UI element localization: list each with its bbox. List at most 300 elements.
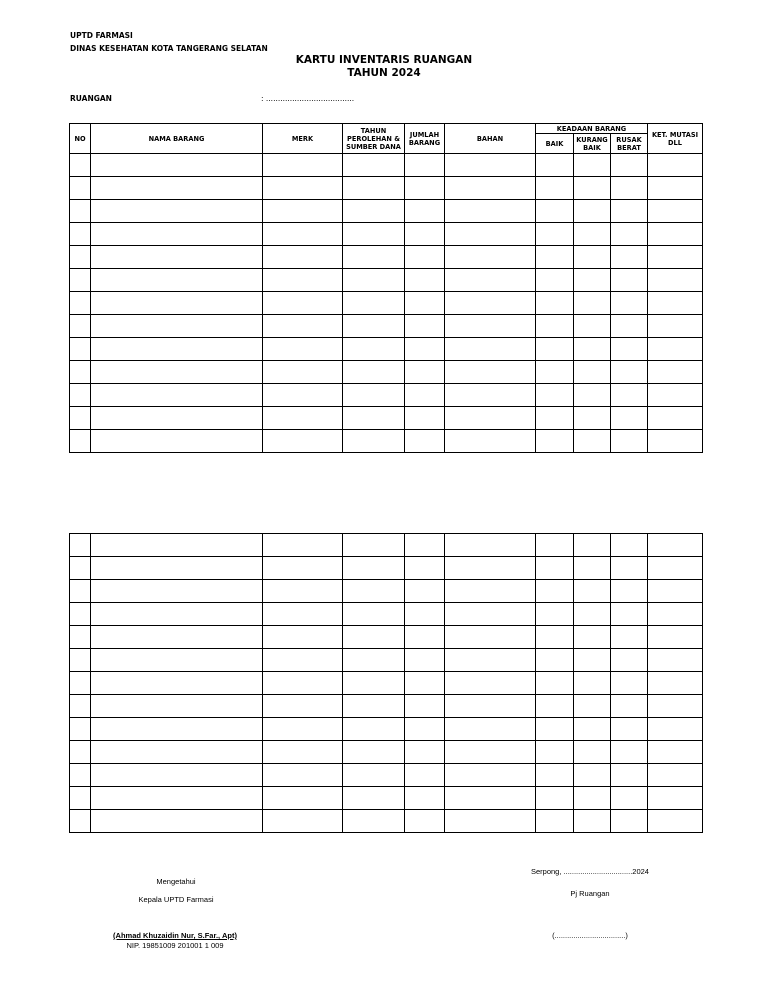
table-cell — [91, 430, 263, 453]
header-rusak-berat: RUSAK BERAT — [611, 134, 648, 154]
table-row — [70, 672, 703, 695]
table-cell — [263, 292, 343, 315]
table-cell — [343, 741, 405, 764]
document-year: TAHUN 2024 — [347, 67, 421, 79]
place-date: Serpong, .................................2024 — [531, 867, 649, 876]
table-cell — [70, 695, 91, 718]
table-cell — [445, 430, 536, 453]
table-cell — [343, 430, 405, 453]
table-cell — [574, 557, 611, 580]
table-cell — [611, 580, 648, 603]
inventory-table-2 — [69, 533, 703, 833]
table-cell — [445, 338, 536, 361]
table-cell — [648, 430, 703, 453]
header-ket-mutasi: KET. MUTASI DLL — [648, 124, 703, 154]
table-cell — [70, 741, 91, 764]
table-cell — [70, 580, 91, 603]
table-cell — [343, 695, 405, 718]
table-row — [70, 384, 703, 407]
header-tahun-perolehan: TAHUN PEROLEHAN & SUMBER DANA — [343, 124, 405, 154]
table-cell — [343, 315, 405, 338]
table-cell — [343, 177, 405, 200]
table-cell — [574, 741, 611, 764]
table-cell — [574, 177, 611, 200]
table-cell — [445, 810, 536, 833]
table-cell — [611, 695, 648, 718]
table-cell — [648, 764, 703, 787]
table-cell — [263, 407, 343, 430]
table-cell — [405, 338, 445, 361]
table-cell — [343, 200, 405, 223]
table-cell — [70, 154, 91, 177]
table-cell — [536, 361, 574, 384]
document-title: KARTU INVENTARIS RUANGAN — [295, 54, 473, 66]
table-cell — [91, 154, 263, 177]
table-cell — [536, 154, 574, 177]
table-cell — [263, 534, 343, 557]
table-cell — [536, 695, 574, 718]
table-row — [70, 649, 703, 672]
table-cell — [648, 200, 703, 223]
table-cell — [70, 407, 91, 430]
table-cell — [536, 557, 574, 580]
table-cell — [574, 154, 611, 177]
table-cell — [611, 246, 648, 269]
table-cell — [91, 741, 263, 764]
table-cell — [405, 718, 445, 741]
table-cell — [536, 787, 574, 810]
table-cell — [574, 810, 611, 833]
table-cell — [611, 672, 648, 695]
table-row — [70, 534, 703, 557]
table-cell — [405, 534, 445, 557]
table-cell — [648, 810, 703, 833]
table-cell — [91, 384, 263, 407]
table-cell — [611, 741, 648, 764]
table-cell — [405, 741, 445, 764]
table-cell — [445, 246, 536, 269]
table-cell — [70, 557, 91, 580]
table-cell — [611, 338, 648, 361]
table-cell — [536, 269, 574, 292]
table-cell — [343, 292, 405, 315]
table-cell — [445, 649, 536, 672]
table-cell — [648, 672, 703, 695]
table-cell — [343, 534, 405, 557]
kepala-title: Kepala UPTD Farmasi — [138, 895, 214, 904]
table-cell — [611, 430, 648, 453]
table-cell — [648, 384, 703, 407]
table-cell — [574, 200, 611, 223]
table-cell — [343, 384, 405, 407]
header-keadaan-barang: KEADAAN BARANG — [536, 124, 648, 134]
table-cell — [574, 672, 611, 695]
table-cell — [263, 695, 343, 718]
table-cell — [263, 718, 343, 741]
table-cell — [536, 534, 574, 557]
table-cell — [91, 407, 263, 430]
table-cell — [648, 177, 703, 200]
table-cell — [343, 407, 405, 430]
table-cell — [536, 177, 574, 200]
table-cell — [611, 384, 648, 407]
table-row — [70, 764, 703, 787]
table-cell — [343, 764, 405, 787]
table-cell — [343, 338, 405, 361]
table-cell — [611, 407, 648, 430]
table-cell — [70, 534, 91, 557]
table-cell — [343, 154, 405, 177]
room-label: RUANGAN — [70, 94, 112, 103]
table-cell — [91, 338, 263, 361]
table-cell — [611, 223, 648, 246]
table-cell — [91, 810, 263, 833]
table-cell — [405, 430, 445, 453]
header-kurang-baik: KURANG BAIK — [574, 134, 611, 154]
pj-title: Pj Ruangan — [570, 889, 610, 898]
table-cell — [574, 649, 611, 672]
table-cell — [648, 246, 703, 269]
table-cell — [611, 315, 648, 338]
table-cell — [648, 407, 703, 430]
table-cell — [405, 315, 445, 338]
table-row — [70, 695, 703, 718]
table-cell — [445, 718, 536, 741]
table-cell — [91, 315, 263, 338]
table-cell — [91, 695, 263, 718]
table-cell — [611, 154, 648, 177]
table-cell — [536, 315, 574, 338]
table-row — [70, 718, 703, 741]
table-cell — [574, 246, 611, 269]
inventory-table-1 — [69, 123, 703, 453]
table-cell — [70, 626, 91, 649]
table-cell — [405, 407, 445, 430]
table-cell — [91, 292, 263, 315]
table-cell — [70, 384, 91, 407]
table-cell — [536, 672, 574, 695]
table-cell — [611, 787, 648, 810]
header-bahan: BAHAN — [445, 124, 536, 154]
table-cell — [648, 557, 703, 580]
table-cell — [263, 269, 343, 292]
kepala-nip: NIP. 19851009 201001 1 009 — [126, 941, 224, 950]
table-cell — [574, 787, 611, 810]
table-cell — [445, 407, 536, 430]
table-cell — [91, 361, 263, 384]
table-row — [70, 223, 703, 246]
table-cell — [574, 695, 611, 718]
table-cell — [648, 741, 703, 764]
table-cell — [263, 580, 343, 603]
table-row — [70, 200, 703, 223]
table-cell — [536, 223, 574, 246]
table-cell — [70, 787, 91, 810]
table-cell — [343, 718, 405, 741]
table-row — [70, 292, 703, 315]
table-cell — [648, 269, 703, 292]
table-cell — [574, 534, 611, 557]
table-cell — [343, 810, 405, 833]
table-cell — [445, 764, 536, 787]
table-cell — [405, 200, 445, 223]
table-cell — [648, 338, 703, 361]
table-cell — [574, 603, 611, 626]
table-cell — [611, 626, 648, 649]
table-row — [70, 810, 703, 833]
table-cell — [445, 741, 536, 764]
header-nama-barang: NAMA BARANG — [91, 124, 263, 154]
table-row — [70, 580, 703, 603]
table-cell — [611, 764, 648, 787]
table-cell — [91, 787, 263, 810]
table-cell — [648, 223, 703, 246]
table-cell — [445, 672, 536, 695]
table-cell — [91, 718, 263, 741]
table-cell — [405, 787, 445, 810]
table-cell — [536, 580, 574, 603]
table-cell — [445, 177, 536, 200]
table-cell — [445, 787, 536, 810]
table-cell — [445, 603, 536, 626]
table-cell — [91, 649, 263, 672]
table-row — [70, 430, 703, 453]
table-row — [70, 741, 703, 764]
table-cell — [405, 361, 445, 384]
table-cell — [648, 695, 703, 718]
table-cell — [263, 672, 343, 695]
table-cell — [70, 292, 91, 315]
table-cell — [70, 361, 91, 384]
table-row — [70, 315, 703, 338]
table-cell — [91, 626, 263, 649]
table-cell — [648, 649, 703, 672]
table-cell — [263, 200, 343, 223]
header-jumlah-barang: JUMLAH BARANG — [405, 124, 445, 154]
table-cell — [263, 361, 343, 384]
table-cell — [574, 384, 611, 407]
table-cell — [445, 269, 536, 292]
table-cell — [536, 741, 574, 764]
table-cell — [536, 407, 574, 430]
table-cell — [611, 292, 648, 315]
table-cell — [70, 269, 91, 292]
table-cell — [536, 384, 574, 407]
table-cell — [405, 672, 445, 695]
table-cell — [91, 200, 263, 223]
table-row — [70, 361, 703, 384]
table-cell — [91, 223, 263, 246]
table-cell — [611, 810, 648, 833]
mengetahui-label: Mengetahui — [156, 877, 196, 886]
table-cell — [648, 292, 703, 315]
table-cell — [574, 626, 611, 649]
table-cell — [536, 810, 574, 833]
table-cell — [611, 557, 648, 580]
table-cell — [70, 649, 91, 672]
table-cell — [405, 223, 445, 246]
table-cell — [343, 246, 405, 269]
table-cell — [445, 626, 536, 649]
table-row — [70, 407, 703, 430]
table-cell — [445, 580, 536, 603]
table-cell — [648, 534, 703, 557]
table-cell — [343, 649, 405, 672]
table-cell — [70, 430, 91, 453]
table-cell — [263, 557, 343, 580]
table-cell — [405, 154, 445, 177]
table-cell — [611, 269, 648, 292]
table-cell — [405, 177, 445, 200]
table-row — [70, 246, 703, 269]
table-cell — [405, 603, 445, 626]
header-merk: MERK — [263, 124, 343, 154]
table-cell — [263, 764, 343, 787]
table-cell — [574, 430, 611, 453]
table-cell — [70, 338, 91, 361]
table-cell — [343, 223, 405, 246]
org-line-1: UPTD FARMASI — [70, 31, 133, 40]
table-cell — [405, 695, 445, 718]
table-cell — [91, 269, 263, 292]
table-cell — [574, 338, 611, 361]
table-cell — [343, 269, 405, 292]
table-cell — [405, 810, 445, 833]
table-cell — [343, 603, 405, 626]
table-cell — [574, 315, 611, 338]
table-row — [70, 603, 703, 626]
table-cell — [343, 580, 405, 603]
table-cell — [263, 315, 343, 338]
table-cell — [91, 603, 263, 626]
table-cell — [70, 718, 91, 741]
table-cell — [574, 223, 611, 246]
table-cell — [263, 603, 343, 626]
table-1-body — [70, 154, 703, 453]
table-cell — [648, 580, 703, 603]
table-row — [70, 177, 703, 200]
table-cell — [343, 787, 405, 810]
table-cell — [611, 603, 648, 626]
table-cell — [263, 154, 343, 177]
table-cell — [445, 292, 536, 315]
table-cell — [70, 315, 91, 338]
table-cell — [445, 695, 536, 718]
table-cell — [648, 787, 703, 810]
table-cell — [536, 292, 574, 315]
table-cell — [536, 200, 574, 223]
table-row — [70, 269, 703, 292]
table-cell — [536, 246, 574, 269]
kepala-name: (Ahmad Khuzaidin Nur, S.Far., Apt) — [113, 931, 237, 940]
table-cell — [574, 292, 611, 315]
table-cell — [536, 649, 574, 672]
table-cell — [405, 246, 445, 269]
table-cell — [263, 649, 343, 672]
table-row — [70, 787, 703, 810]
table-cell — [70, 223, 91, 246]
table-cell — [445, 534, 536, 557]
table-row — [70, 557, 703, 580]
table-cell — [405, 626, 445, 649]
table-cell — [536, 603, 574, 626]
table-cell — [263, 430, 343, 453]
table-cell — [263, 338, 343, 361]
table-cell — [263, 626, 343, 649]
table-cell — [611, 534, 648, 557]
table-cell — [91, 534, 263, 557]
table-row — [70, 338, 703, 361]
table-cell — [611, 649, 648, 672]
table-cell — [263, 246, 343, 269]
table-cell — [611, 177, 648, 200]
table-cell — [263, 177, 343, 200]
table-row — [70, 626, 703, 649]
table-cell — [648, 361, 703, 384]
table-cell — [263, 384, 343, 407]
table-cell — [70, 810, 91, 833]
header-no: NO — [70, 124, 91, 154]
room-value: : ..................................... — [261, 94, 355, 103]
table-cell — [574, 361, 611, 384]
table-cell — [611, 718, 648, 741]
table-cell — [343, 557, 405, 580]
table-2-body — [70, 534, 703, 833]
table-cell — [536, 764, 574, 787]
table-cell — [574, 764, 611, 787]
table-cell — [70, 764, 91, 787]
table-cell — [445, 315, 536, 338]
table-cell — [91, 672, 263, 695]
table-cell — [343, 672, 405, 695]
table-cell — [574, 407, 611, 430]
table-cell — [536, 338, 574, 361]
table-cell — [445, 384, 536, 407]
table-cell — [91, 177, 263, 200]
table-cell — [574, 269, 611, 292]
table-cell — [405, 292, 445, 315]
table-cell — [70, 177, 91, 200]
table-cell — [611, 361, 648, 384]
table-cell — [70, 200, 91, 223]
table-cell — [611, 200, 648, 223]
table-cell — [648, 315, 703, 338]
table-cell — [648, 154, 703, 177]
pj-name: (..................................) — [552, 931, 628, 940]
table-cell — [70, 246, 91, 269]
table-cell — [405, 557, 445, 580]
table-row — [70, 154, 703, 177]
table-cell — [405, 269, 445, 292]
table-cell — [91, 557, 263, 580]
table-cell — [648, 626, 703, 649]
table-cell — [343, 626, 405, 649]
table-cell — [405, 580, 445, 603]
org-line-2: DINAS KESEHATAN KOTA TANGERANG SELATAN — [70, 44, 268, 53]
table-cell — [405, 764, 445, 787]
table-cell — [405, 649, 445, 672]
table-cell — [536, 718, 574, 741]
table-cell — [91, 580, 263, 603]
table-cell — [536, 430, 574, 453]
header-baik: BAIK — [536, 134, 574, 154]
table-cell — [445, 223, 536, 246]
table-cell — [536, 626, 574, 649]
table-cell — [91, 246, 263, 269]
table-cell — [263, 810, 343, 833]
table-cell — [445, 200, 536, 223]
table-cell — [405, 384, 445, 407]
